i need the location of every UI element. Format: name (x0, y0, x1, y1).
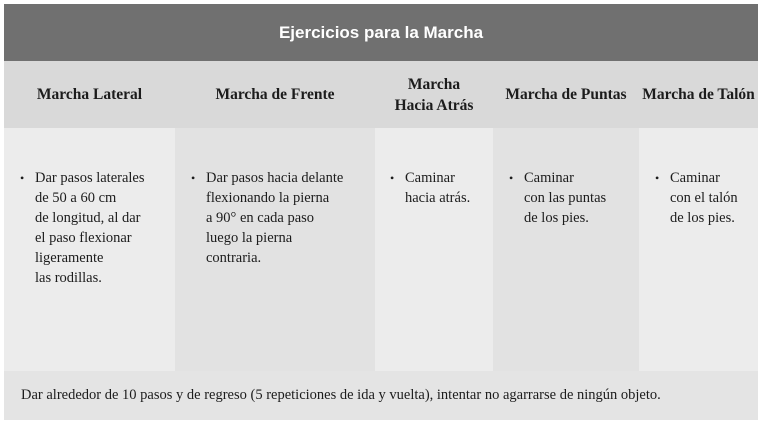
bullet-icon: • (509, 171, 514, 185)
bullet-icon: • (191, 171, 196, 185)
cell-marcha-de-puntas (493, 128, 639, 371)
cell-text: Caminar con las puntas de los pies. (524, 170, 607, 226)
header-marcha-de-frente: Marcha de Frente (215, 86, 335, 103)
cell-marcha-de-talon (639, 128, 758, 371)
cell-text: Dar pasos laterales de 50 a 60 cm de longitud, al dar el paso flexionar ligeramente las rodillas. (35, 170, 145, 286)
header-marcha-lateral: Marcha Lateral (36, 86, 143, 103)
header-row (4, 61, 758, 128)
cell-marcha-hacia-atras (375, 128, 493, 371)
body-row (4, 128, 758, 371)
bullet-icon: • (390, 171, 395, 185)
header-marcha-de-talon: Marcha de Talón (642, 86, 755, 103)
bullet-icon: • (20, 171, 25, 185)
header-marcha-hacia-atras: Marcha Hacia Atrás (394, 75, 474, 114)
header-marcha-de-puntas: Marcha de Puntas (505, 86, 627, 103)
footer-note: Dar alrededor de 10 pasos y de regreso (5 repeticiones de ida y vuelta), intentar no agarrarse de ningún objeto. (4, 371, 758, 420)
table-title: Ejercicios para la Marcha (4, 4, 758, 61)
cell-text: Caminar hacia atrás. (405, 170, 471, 206)
cell-text: Dar pasos hacia delante flexionando la pierna a 90° en cada paso luego la pierna contraria. (206, 170, 344, 266)
cell-marcha-lateral (4, 128, 175, 371)
cell-marcha-de-frente (175, 128, 375, 371)
bullet-icon: • (655, 171, 660, 185)
cell-text: Caminar con el talón de los pies. (670, 170, 738, 226)
exercise-table (4, 4, 758, 420)
